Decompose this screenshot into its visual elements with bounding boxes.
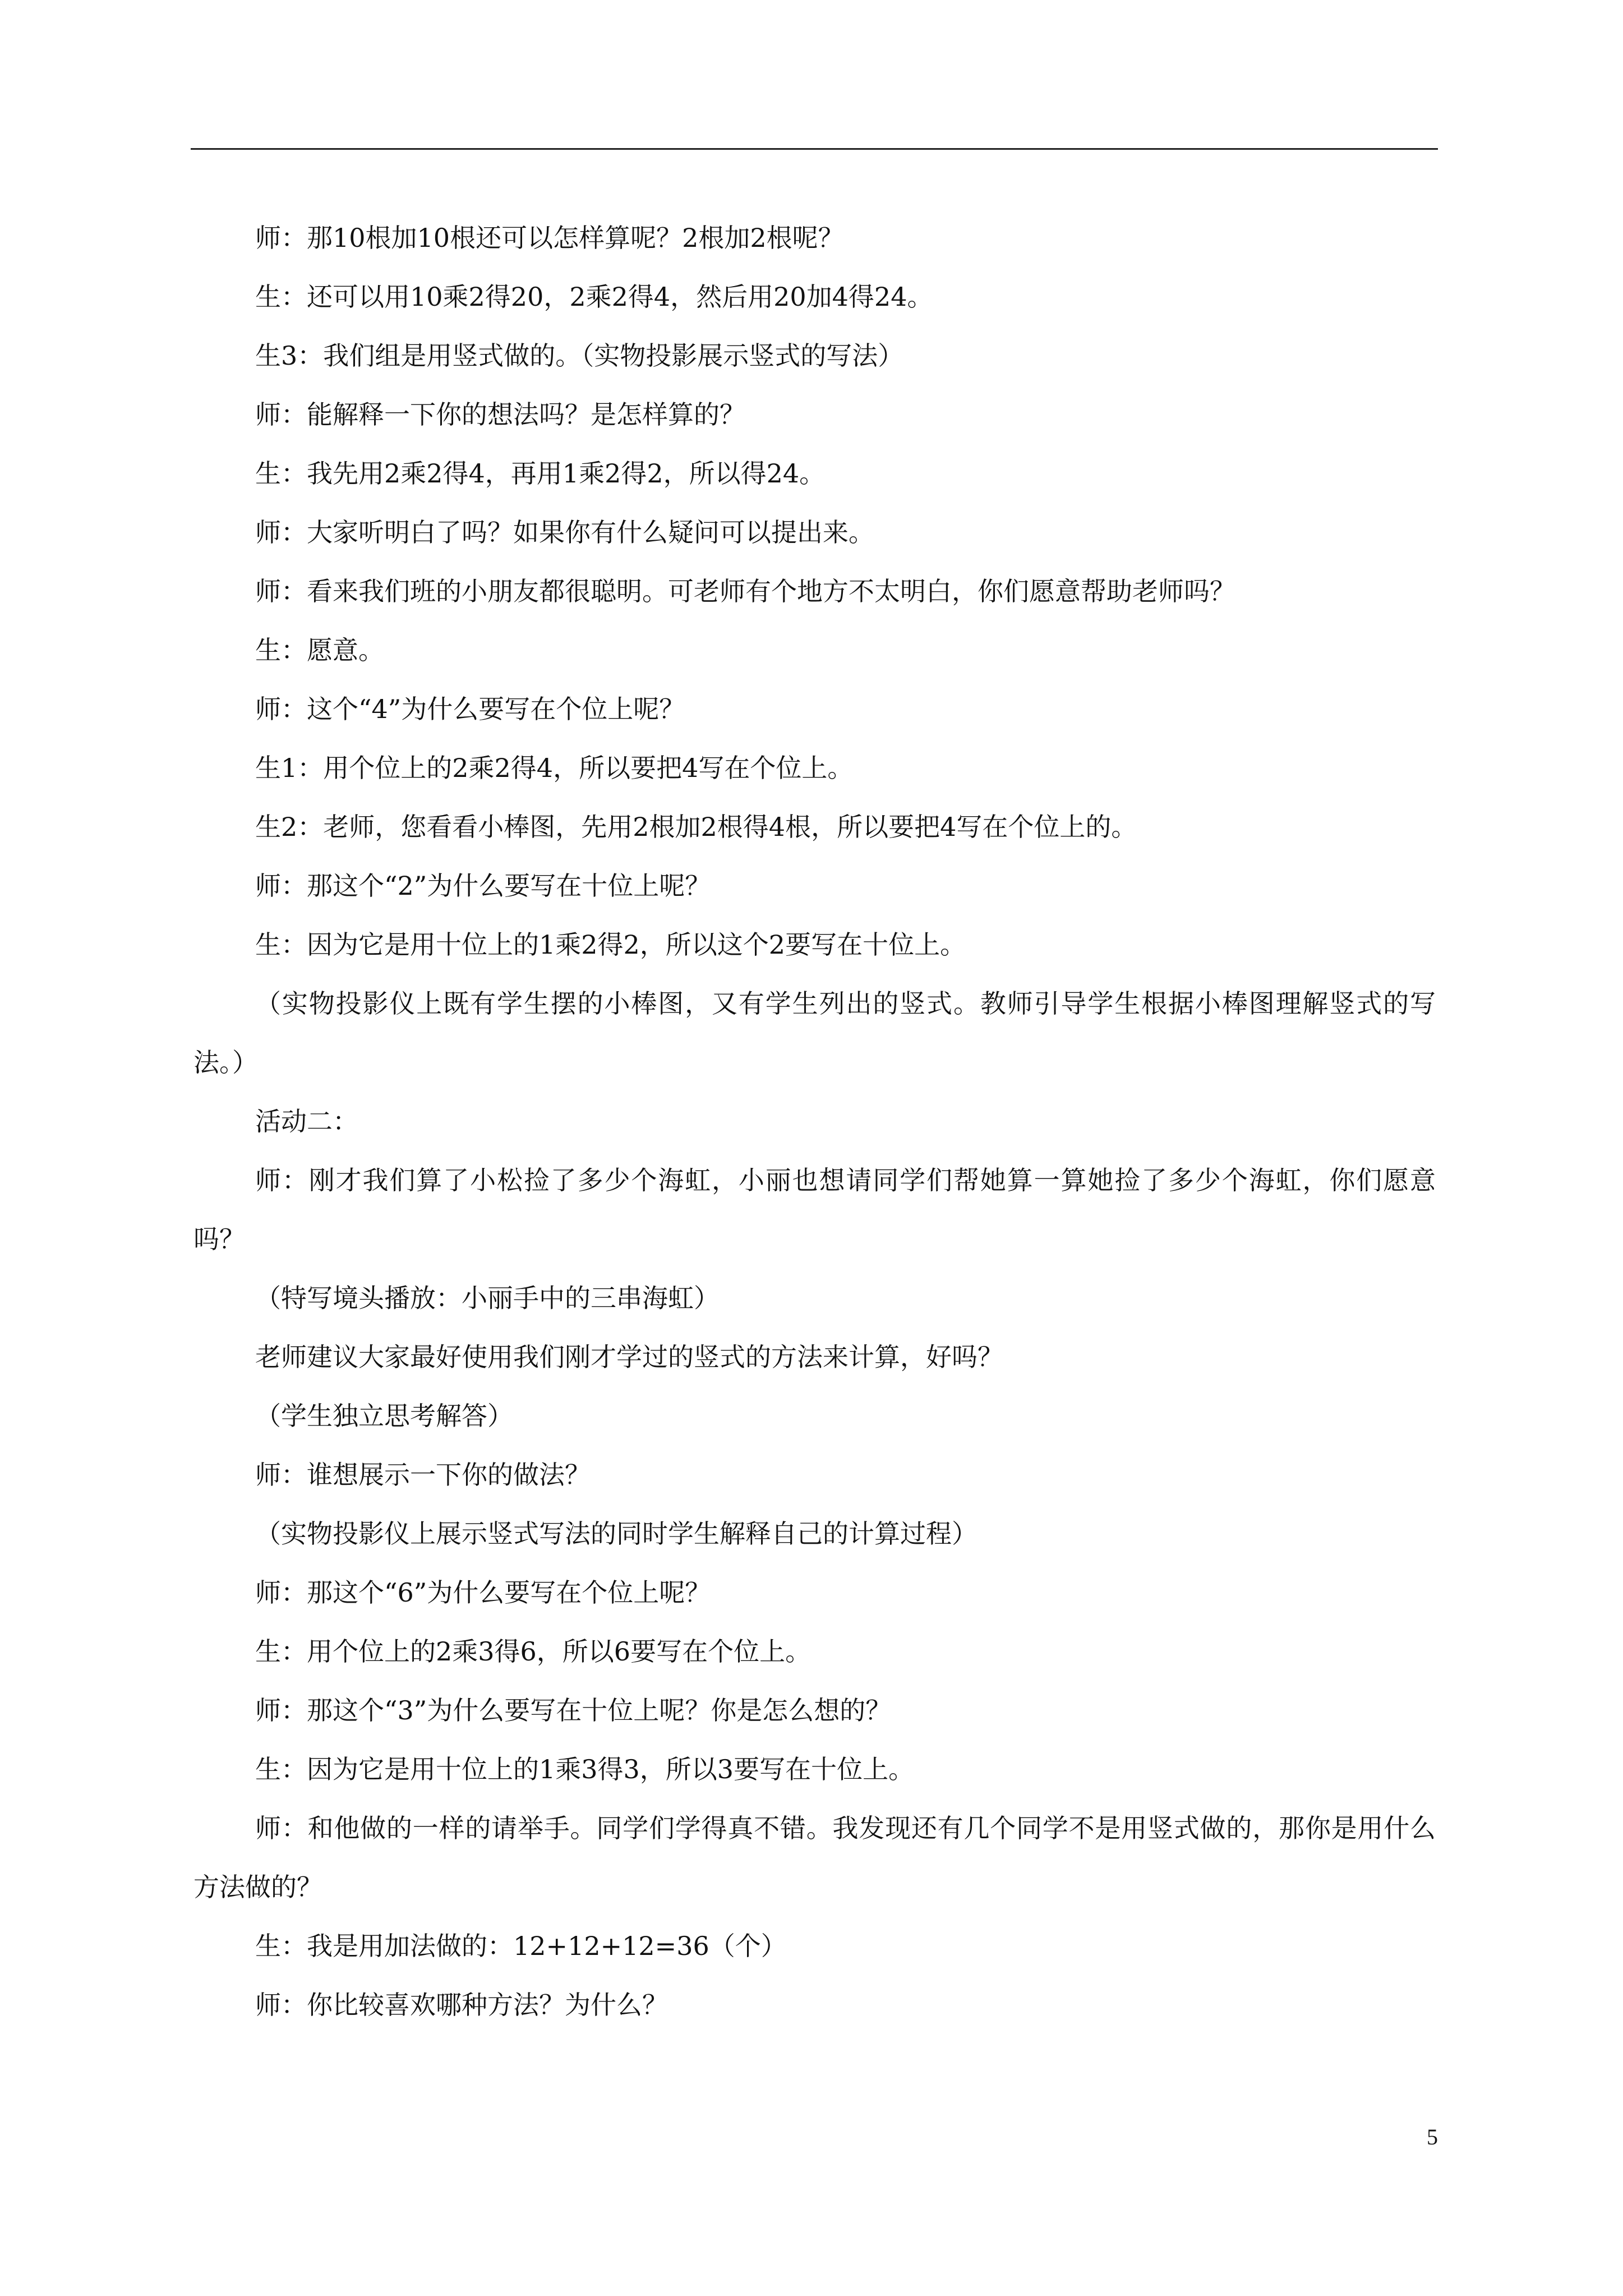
paragraph: 师：和他做的一样的请举手。同学们学得真不错。我发现还有几个同学不是用竖式做的，那你是用什么方法做的？ — [193, 1813, 1436, 1902]
paragraph: 生：还可以用10乘2得20，2乘2得4，然后用20加4得24。 — [255, 282, 933, 312]
paragraph: 生：用个位上的2乘3得6，所以6要写在个位上。 — [255, 1636, 811, 1667]
paragraph: 师：刚才我们算了小松捡了多少个海虹，小丽也想请同学们帮她算一算她捡了多少个海虹，你们愿意吗？ — [193, 1165, 1436, 1254]
paragraph: （学生独立思考解答） — [255, 1401, 513, 1431]
paragraph: （特写境头播放：小丽手中的三串海虹） — [255, 1283, 720, 1313]
paragraph: 生1：用个位上的2乘2得4，所以要把4写在个位上。 — [255, 753, 854, 783]
paragraph: 生：愿意。 — [255, 635, 384, 665]
paragraph: （实物投影仪上展示竖式写法的同时学生解释自己的计算过程） — [255, 1519, 978, 1549]
paragraph: 老师建议大家最好使用我们刚才学过的竖式的方法来计算，好吗？ — [255, 1342, 1003, 1372]
paragraph: 师：看来我们班的小朋友都很聪明。可老师有个地方不太明白，你们愿意帮助老师吗？ — [255, 576, 1235, 606]
page-number: 5 — [1427, 2124, 1438, 2150]
paragraph: 师：谁想展示一下你的做法？ — [255, 1460, 591, 1490]
paragraph: 生2：老师，您看看小棒图，先用2根加2根得4根，所以要把4写在个位上的。 — [255, 812, 1137, 842]
paragraph: 生：因为它是用十位上的1乘3得3，所以3要写在十位上。 — [255, 1754, 915, 1784]
paragraph: 师：那10根加10根还可以怎样算呢？2根加2根呢？ — [255, 223, 844, 253]
paragraph: 生：因为它是用十位上的1乘2得2，所以这个2要写在十位上。 — [255, 930, 966, 960]
paragraph: （实物投影仪上既有学生摆的小棒图，又有学生列出的竖式。教师引导学生根据小棒图理解竖式的写法。） — [193, 988, 1436, 1078]
paragraph: 师：这个“4”为什么要写在个位上呢？ — [255, 694, 685, 724]
paragraph: 师：能解释一下你的想法吗？是怎样算的？ — [255, 399, 745, 430]
paragraph: 生：我先用2乘2得4，再用1乘2得2，所以得24。 — [255, 458, 826, 489]
paragraph: 师：大家听明白了吗？如果你有什么疑问可以提出来。 — [255, 517, 874, 547]
header-rule — [191, 148, 1438, 150]
document-body — [193, 209, 1436, 2035]
paragraph: 师：那这个“2”为什么要写在十位上呢？ — [255, 871, 711, 901]
paragraph: 师：你比较喜欢哪种方法？为什么？ — [255, 1990, 668, 2020]
paragraph: 生3：我们组是用竖式做的。（实物投影展示竖式的写法） — [255, 341, 904, 371]
paragraph: 师：那这个“6”为什么要写在个位上呢？ — [255, 1577, 711, 1608]
paragraph: 活动二： — [255, 1106, 358, 1137]
paragraph: 师：那这个“3”为什么要写在十位上呢？你是怎么想的？ — [255, 1695, 892, 1726]
paragraph: 生：我是用加法做的：12+12+12=36（个） — [255, 1931, 787, 1961]
